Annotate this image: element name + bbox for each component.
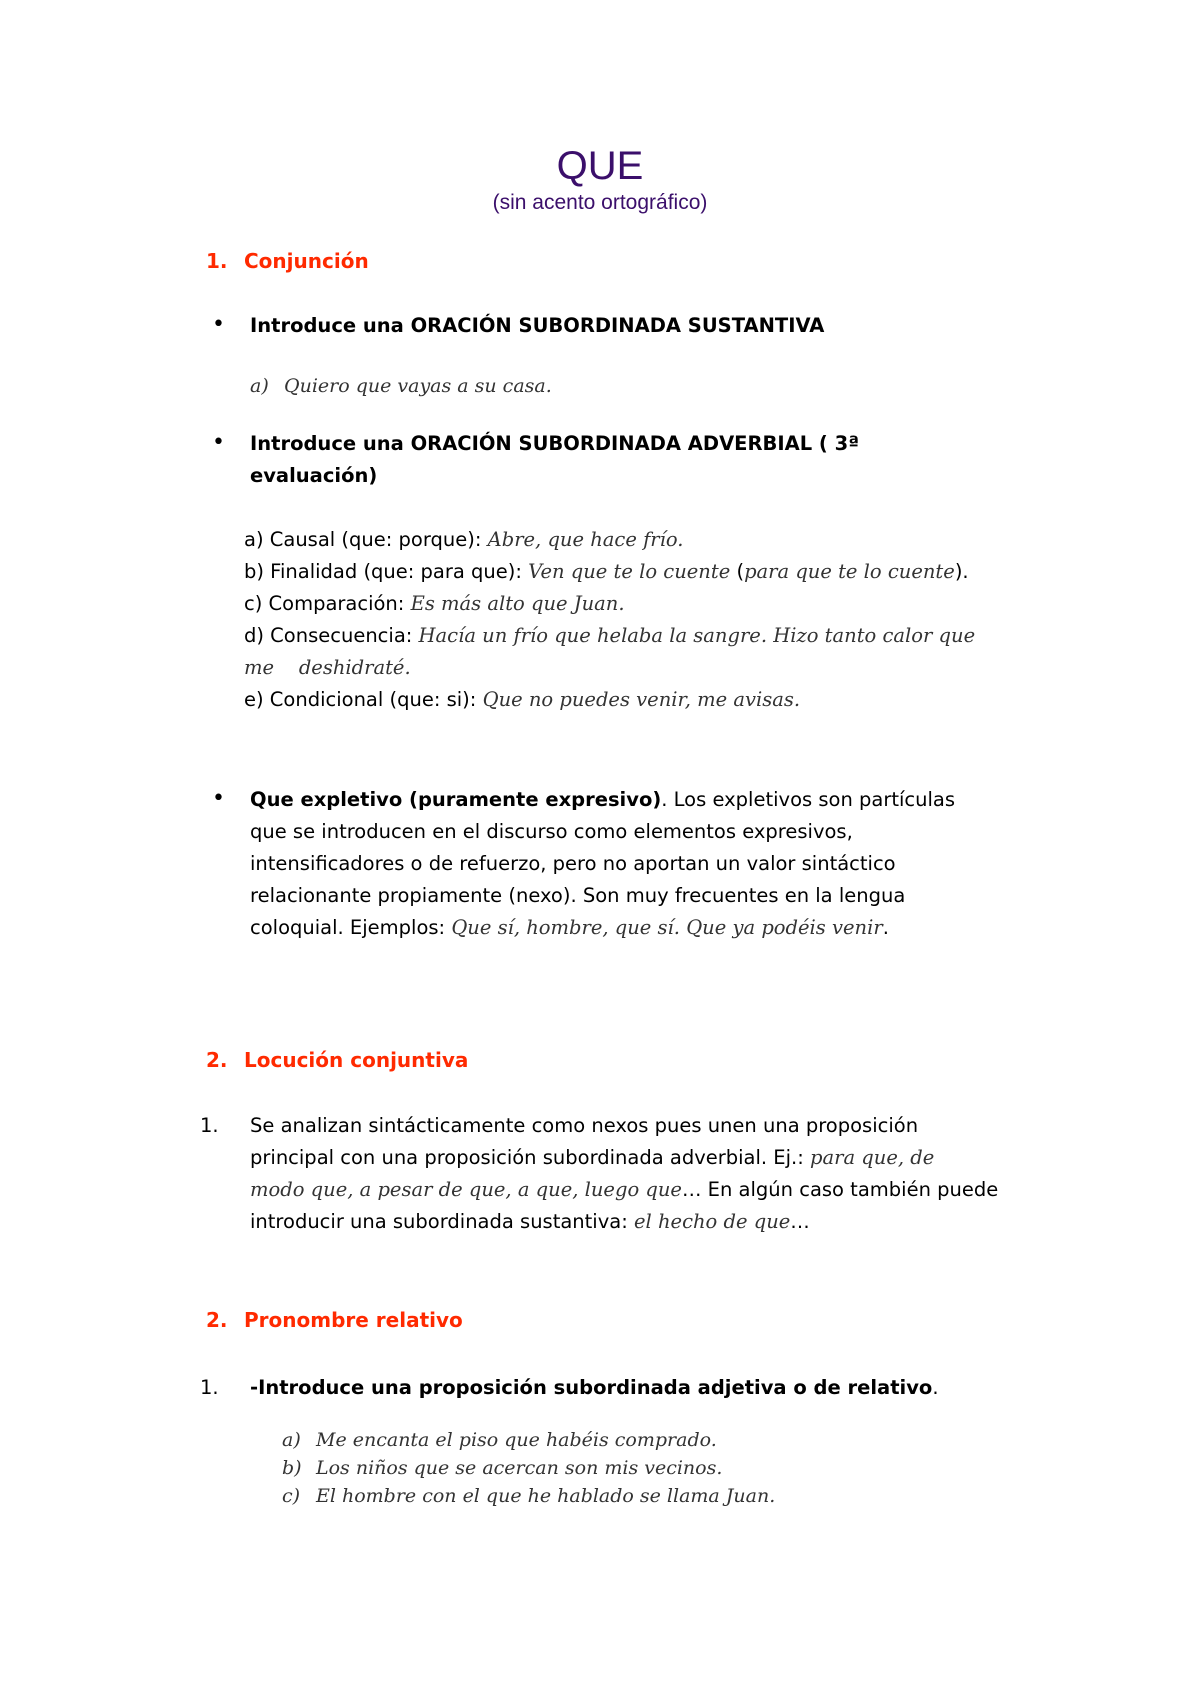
locucion-example-cont: modo que, a pesar de que, a que, luego que: [250, 1178, 682, 1201]
adverbial-item-comparacion: [244, 588, 1044, 620]
relativo-example: [282, 1482, 775, 1510]
paren-close: ).: [954, 560, 969, 583]
bullet-sustantiva: Introduce una ORACIÓN SUBORDINADA SUSTANTIVA: [250, 314, 825, 337]
adverbial-example: Que no puedes venir, me avisas.: [482, 688, 801, 711]
section-number: 2.: [206, 1048, 228, 1072]
bullet-icon: •: [212, 786, 225, 811]
adverbial-item-consecuencia-cont: [244, 652, 1044, 684]
section-title: Conjunción: [244, 249, 369, 273]
section-heading-conjuncion: [206, 247, 369, 275]
section-number: 2.: [206, 1308, 228, 1332]
adverbial-label: a) Causal (que: porque):: [244, 528, 482, 551]
adverbial-label: b) Finalidad (que: para que):: [244, 560, 522, 583]
expletivo-line5: [250, 912, 1030, 945]
locucion-line4: [250, 1206, 1030, 1239]
adverbial-example-cont: me deshidraté.: [244, 656, 411, 679]
example-text: Quiero que vayas a su casa.: [284, 375, 552, 397]
section-title: Pronombre relativo: [244, 1308, 463, 1332]
expletivo-term: Que expletivo (puramente expresivo): [250, 788, 662, 811]
expletivo-line3: intensificadores o de refuerzo, pero no aportan un valor sintáctico: [250, 852, 896, 875]
example-text: Los niños que se acercan son mis vecinos.: [316, 1457, 723, 1479]
relativo-text: -Introduce una proposición subordinada adjetiva o de relativo: [250, 1376, 933, 1399]
bullet-icon: •: [212, 312, 225, 337]
item-number: 1.: [200, 1376, 219, 1399]
adverbial-example: Hacía un frío que helaba la sangre. Hizo tanto calor que: [418, 624, 976, 647]
adverbial-label: e) Condicional (que: si):: [244, 688, 477, 711]
example-letter: c): [282, 1485, 301, 1507]
locucion-text: introducir una subordinada sustantiva:: [250, 1210, 628, 1233]
bullet-adverbial-line2: evaluación): [250, 464, 378, 487]
adverbial-item-condicional: [244, 684, 1044, 716]
adverbial-example-alt: para que te lo cuente: [744, 560, 955, 583]
adverbial-example: Abre, que hace frío.: [487, 528, 684, 551]
locucion-example: el hecho de que: [634, 1210, 791, 1233]
item-number: 1.: [200, 1114, 219, 1137]
example-text: Me encanta el piso que habéis comprado.: [316, 1429, 717, 1451]
adverbial-label: c) Comparación:: [244, 592, 405, 615]
section-number: 1.: [206, 249, 228, 273]
expletivo-line1: [250, 784, 1030, 817]
expletivo-examples-label: coloquial. Ejemplos:: [250, 916, 446, 939]
adverbial-item-causal: [244, 524, 1044, 556]
bullet-icon: •: [212, 430, 225, 455]
example-letter: a): [250, 375, 269, 397]
period: .: [882, 916, 889, 939]
page-title: QUE: [556, 144, 644, 188]
expletivo-text: . Los expletivos son partículas: [661, 788, 956, 811]
adverbial-example: Ven que te lo cuente: [528, 560, 731, 583]
page-subtitle: (sin acento ortográfico): [492, 191, 708, 214]
section-heading-pronombre: [206, 1306, 463, 1334]
section-title: Locución conjuntiva: [244, 1048, 469, 1072]
locucion-line2: [250, 1142, 1030, 1175]
locucion-line1: Se analizan sintácticamente como nexos pues unen una proposición: [250, 1114, 919, 1137]
expletivo-line2: que se introducen en el discurso como elementos expresivos,: [250, 820, 853, 843]
expletivo-examples: Que sí, hombre, que sí. Que ya podéis venir: [451, 916, 883, 939]
paren-open: (: [736, 560, 745, 583]
example-letter: b): [282, 1457, 302, 1479]
adverbial-example: Es más alto que Juan.: [410, 592, 625, 615]
section-heading-locucion: [206, 1046, 468, 1074]
ellipsis: …: [790, 1210, 810, 1233]
adverbial-label: d) Consecuencia:: [244, 624, 413, 647]
relativo-example: [282, 1454, 722, 1482]
period: .: [932, 1376, 939, 1399]
expletivo-line4: relacionante propiamente (nexo). Son muy frecuentes en la lengua: [250, 884, 906, 907]
adverbial-item-finalidad: [244, 556, 1044, 588]
bullet-adverbial-line1: Introduce una ORACIÓN SUBORDINADA ADVERBIAL ( 3ª: [250, 432, 860, 455]
locucion-text: … En algún caso también puede: [681, 1178, 999, 1201]
relativo-line: [250, 1372, 1040, 1404]
example-sustantiva: [250, 372, 552, 400]
relativo-example: [282, 1426, 717, 1454]
locucion-line3: [250, 1174, 1030, 1207]
locucion-example: para que, de: [810, 1146, 935, 1169]
locucion-text: principal con una proposición subordinada adverbial. Ej.:: [250, 1146, 804, 1169]
example-letter: a): [282, 1429, 301, 1451]
example-text: El hombre con el que he hablado se llama Juan.: [316, 1485, 776, 1507]
adverbial-item-consecuencia: [244, 620, 1044, 652]
